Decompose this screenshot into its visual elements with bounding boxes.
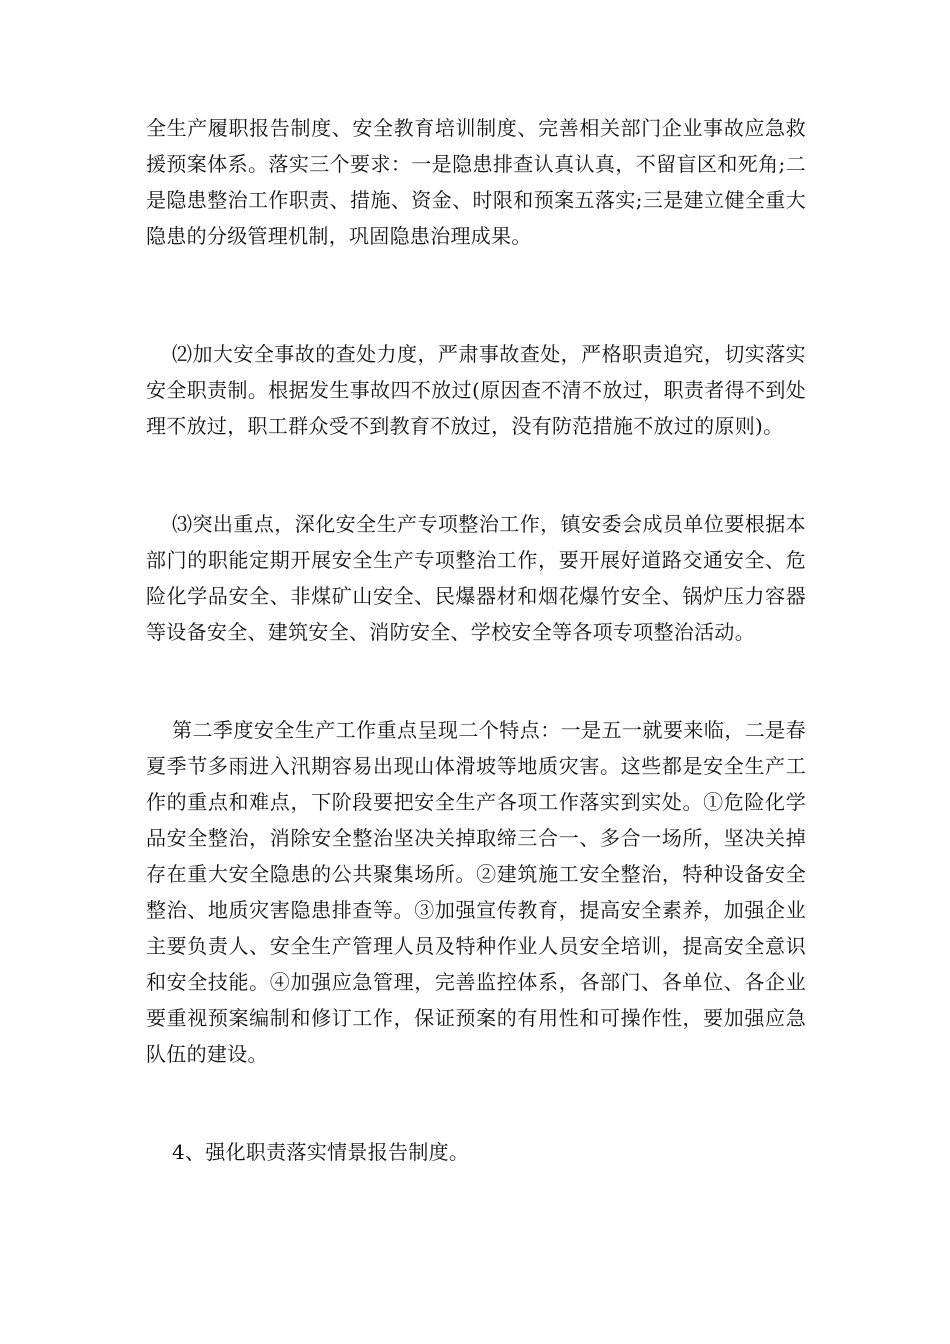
paragraph-section-4: 4、强化职责落实情景报告制度。 — [172, 1140, 470, 1164]
paragraph-body-1: 全生产履职报告制度、安全教育培训制度、完善相关部门企业事故应急救援预案体系。落实三个要求：一是隐患排查认真认真，不留盲区和死角;二是隐患整治工作职责、措施、资金、时限和预案五落实;三是建立健全重大隐患的分级管理机制，巩固隐患治理成果。 — [146, 116, 806, 248]
paragraph-q2-focus: 第二季度安全生产工作重点呈现二个特点：一是五一就要来临，二是春夏季节多雨进入汛期容易出现山体滑坡等地质灾害。这些都是安全生产工作的重点和难点，下阶段要把安全生产各项工作落实到实处。①危险化学品安全整治，消除安全整治坚决关掉取缔三合一、多合一场所，坚决关掉存在重大安全隐患的公共聚集场所。②建筑施工安全整治，特种设备安全整治、地质灾害隐患排查等。③加强宣传教育，提高安全素养，加强企业主要负责人、安全生产管理人员及特种作业人员安全培训，提高安全意识和安全技能。④加强应急管理，完善监控体系，各部门、各单位、各企业要重视预案编制和修订工作，保证预案的有用性和可操作性，要加强应急队伍的建设。 — [146, 718, 806, 1066]
paragraph-item-2: ⑵加大安全事故的查处力度，严肃事故查处，严格职责追究，切实落实安全职责制。根据发生事故四不放过(原因查不清不放过，职责者得不到处理不放过，职工群众受不到教育不放过，没有防范措施不放过的原则)。 — [146, 342, 806, 438]
paragraph-item-3: ⑶突出重点，深化安全生产专项整治工作，镇安委会成员单位要根据本部门的职能定期开展安全生产专项整治工作，要开展好道路交通安全、危险化学品安全、非煤矿山安全、民爆器材和烟花爆竹安全、锅炉压力容器等设备安全、建筑安全、消防安全、学校安全等各项专项整治活动。 — [146, 512, 806, 644]
